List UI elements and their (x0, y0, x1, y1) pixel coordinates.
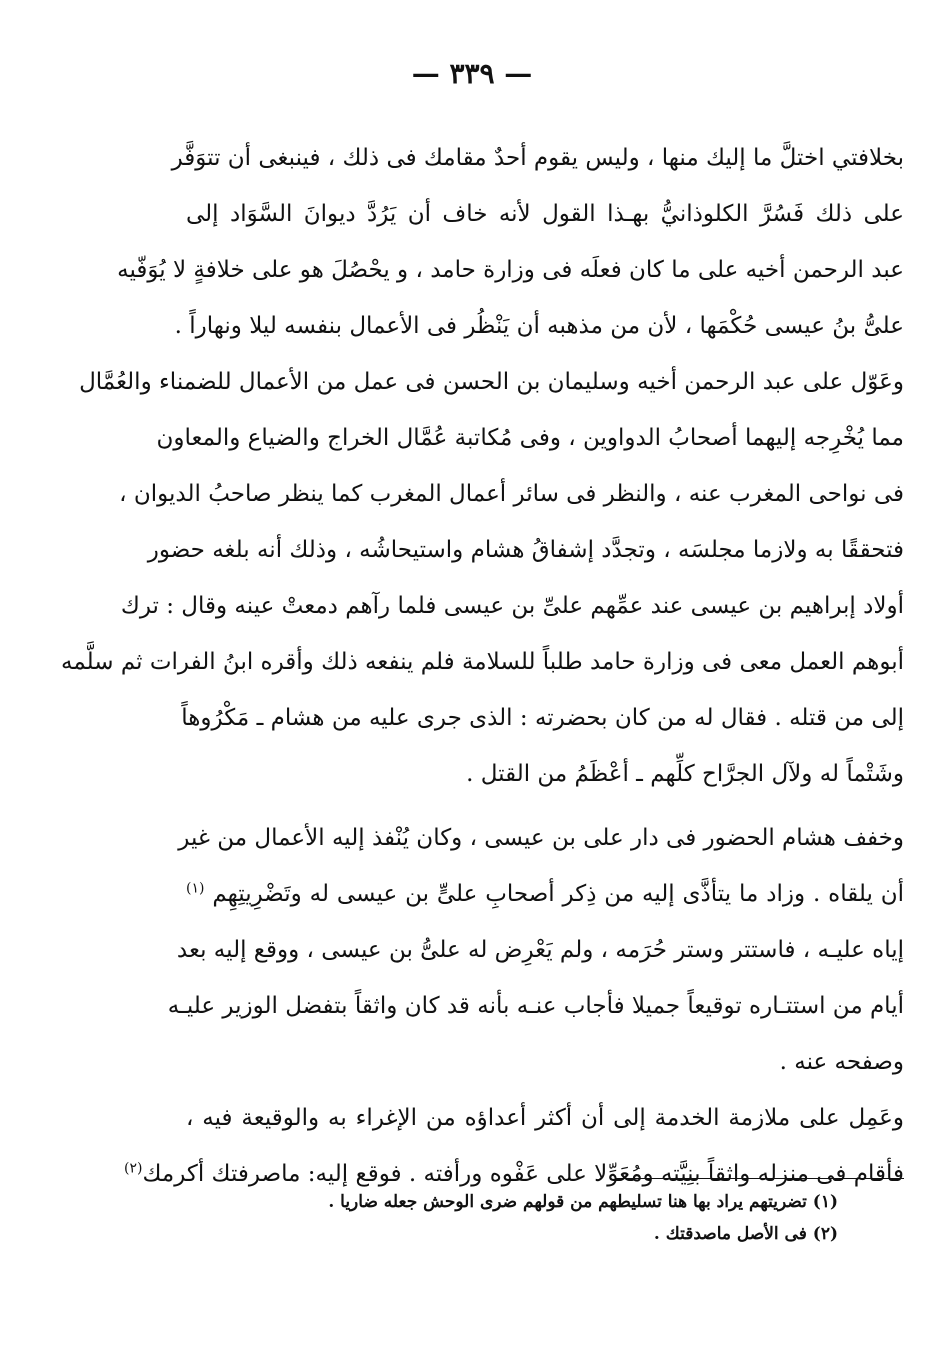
text-line: وعَمِل على ملازمة الخدمة إلى أن أكثر أعداؤه من الإغراء به والوقيعة فيه ، (186, 1105, 904, 1131)
text-line-content: أن يلقاه . وزاد ما يتأذَّى إليه من ذِكر أصحابِ علىٍّ بن عيسى له وتَضْرِيتِهِم (212, 881, 905, 907)
body-text (61, 130, 905, 1202)
paragraph (61, 354, 904, 802)
footnote-divider (616, 1178, 904, 1179)
paragraph-gap (186, 802, 904, 810)
text-line: وصفحه عنه . (779, 1049, 904, 1075)
text-line: وعَوّل على عبد الرحمن أخيه وسليمان بن الحسن فى عمل من الأعمال للضمناء والعُمَّال (79, 369, 904, 395)
text-line: أولاد إبراهيم بن عيسى عند عمِّهم علىِّ بن عيسى فلما رآهم دمعتْ عينه وقال : ترك (120, 593, 904, 619)
text-line (186, 866, 904, 922)
text-line: فتحققًا به ولازما مجلسَه ، وتجدَّد إشفاقُ هشام واستيحاشُه ، وذلك أنه بلغه حضور (147, 537, 904, 563)
text-line: إلى من قتله . فقال له من كان بحضرته : الذى جرى عليه من هشام ـ مَكْرُوهاً (181, 705, 904, 731)
text-line: بخلافتي اختلَّ ما إليك منها ، وليس يقوم أحدٌ مقامك فى ذلك ، فينبغى أن تتوَفَّر (171, 145, 904, 171)
paragraph (167, 810, 905, 1090)
text-line: وشَتْماً له ولآل الجرَّاح كلِّهم ـ أعْظَمُ من القتل . (466, 761, 904, 787)
footnote-2: (٢) فى الأصل ماصدقتك . (653, 1224, 838, 1244)
footnote-ref-1: (١) (186, 880, 205, 897)
footnotes (186, 1186, 838, 1250)
text-line: عبد الرحمن أخيه على ما كان فعلَه فى وزارة حامد ، و يحْصُلَ هو على خلافةٍ لا يُوَفّيه (117, 257, 904, 283)
text-line: أبوهم العمل معى فى وزارة حامد طلباً للسلامة فلم ينفعه ذلك وأقره ابنُ الفرات ثم سلَّمه (61, 649, 904, 675)
text-line: إياه عليـه ، فاستتر وستر حُرَمه ، ولم يَعْرِض له علىُّ بن عيسى ، ووقع إليه بعد (176, 937, 904, 963)
text-line: أيام من استتـاره توقيعاً جميلا فأجاب عنـه بأنه قد كان واثقاً بتفضل الوزير عليـه (167, 993, 904, 1019)
page-number: — ٣٣٩ — (411, 57, 533, 90)
text-line: وخفف هشام الحضور فى دار على بن عيسى ، وكان يُنْفذ إليه الأعمال من غير (178, 825, 904, 851)
text-line: على ذلك فَسُرَّ الكلوذانيُّ بهـذا القول لأنه خاف أن يَرُدَّ ديوانَ السَّوَاد إلى (186, 201, 904, 227)
footnote-ref-2: (٢) (124, 1160, 143, 1177)
paragraph (117, 130, 904, 354)
text-line: علىُّ بنُ عيسى حُكْمَها ، لأن من مذهبه أن يَنْظُر فى الأعمال بنفسه ليلا ونهاراً . (174, 313, 904, 339)
text-line: مما يُخْرِجه إليهما أصحابُ الدواوين ، وفى مُكاتبة عُمَّال الخراج والضياع والمعاون (156, 425, 904, 451)
text-line: فى نواحى المغرب عنه ، والنظر فى سائر أعمال المغرب كما ينظر صاحبُ الديوان ، (119, 481, 904, 507)
text-line-content: فأقام فى منزله واثقاً بنِيَّته ومُعَوِّلا على عَفْوه ورأفته . فوقع إليه: ماصرفتك أكرمك (142, 1161, 904, 1187)
footnote-1: (١) تضريتهم يراد بها هنا تسليطهم من قولهم ضرى الوحش جعله ضاريا . (328, 1192, 838, 1212)
